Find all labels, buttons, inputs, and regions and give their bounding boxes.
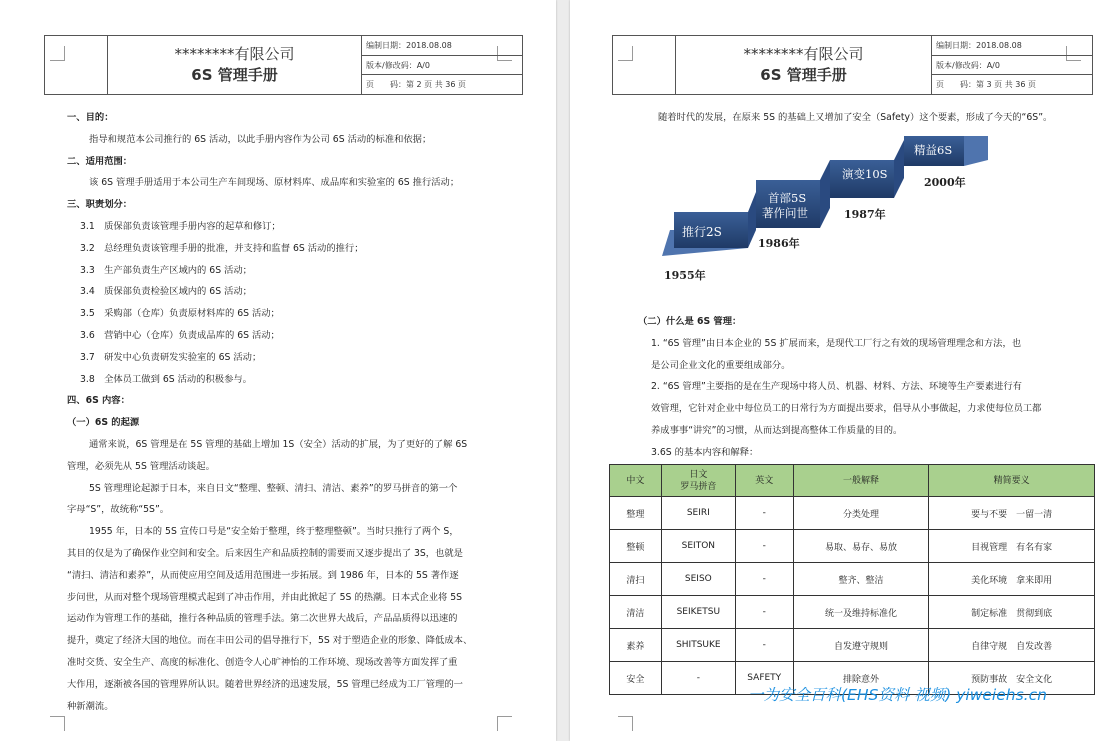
table-row bbox=[610, 629, 1095, 662]
company-name: ********有限公司 bbox=[743, 45, 864, 63]
manual-title: 6S 管理手册 bbox=[760, 66, 847, 84]
header-meta bbox=[932, 36, 1092, 94]
table-cell: SEISO bbox=[661, 563, 735, 596]
duty-item: 3.3 生产部负责生产区域内的 6S 活动； bbox=[80, 264, 252, 276]
crop-mark bbox=[497, 716, 512, 731]
duty-item: 3.6 营销中心（仓库）负责成品库的 6S 活动； bbox=[80, 329, 280, 341]
document-page-3 bbox=[570, 0, 1112, 741]
paragraph: 养成事事“讲究”的习惯，从而达到提高整体工作质量的目的。 bbox=[651, 424, 903, 436]
crop-mark bbox=[618, 716, 633, 731]
compile-date: 编制日期：2018.08.08 bbox=[362, 36, 522, 56]
table-cell: 目视管理 有名有家 bbox=[929, 530, 1095, 563]
table-cell: SEIKETSU bbox=[661, 596, 735, 629]
paragraph: 步问世，从而对整个现场管理模式起到了冲击作用，并由此掀起了 5S 的热潮。日本式企业将 5S bbox=[67, 591, 463, 603]
paragraph: 该 6S 管理手册适用于本公司生产车间现场、原材料库、成品库和实验室的 6S 推行活动； bbox=[89, 177, 460, 189]
step-label-2a: 首部5S bbox=[768, 191, 807, 205]
table-cell: 整顿 bbox=[610, 530, 662, 563]
table-cell: 清洁 bbox=[610, 596, 662, 629]
table-row bbox=[610, 596, 1095, 629]
crop-mark bbox=[50, 716, 65, 731]
paragraph: 大作用，逐渐被各国的管理界所认识。随着世界经济的迅速发展，5S 管理已经成为工厂管理的一 bbox=[67, 678, 463, 690]
page-header bbox=[612, 35, 1093, 95]
manual-title: 6S 管理手册 bbox=[191, 66, 278, 84]
page-body bbox=[67, 107, 507, 717]
paragraph: 效管理，它针对企业中每位员工的日常行为方面提出要求，倡导从小事做起，力求使每位员工都 bbox=[651, 403, 1042, 415]
header-titles bbox=[108, 36, 362, 94]
table-cell: 整齐、整洁 bbox=[793, 563, 929, 596]
year-1955: 1955年 bbox=[664, 269, 706, 282]
logo-cell bbox=[45, 36, 108, 94]
table-cell: 美化环境 拿来即用 bbox=[929, 563, 1095, 596]
table-cell: 易取、易存、易放 bbox=[793, 530, 929, 563]
paragraph: 其目的仅是为了确保作业空间和安全。后来因生产和品质控制的需要而又逐步提出了 3S，也就是 bbox=[67, 547, 463, 559]
intro-paragraph: 随着时代的发展，在原来 5S 的基础上又增加了安全（Safety）这个要素，形成了今天的“6S”。 bbox=[658, 112, 1053, 123]
section-title: 四、6S 内容： bbox=[67, 395, 130, 407]
header-meta bbox=[362, 36, 522, 94]
table-cell: 自发遵守规则 bbox=[793, 629, 929, 662]
table-cell: - bbox=[735, 530, 793, 563]
year-1986: 1986年 bbox=[758, 237, 800, 250]
step-4-top bbox=[964, 136, 988, 166]
paragraph: 1. “6S 管理”由日本企业的 5S 扩展而来，是现代工厂行之有效的现场管理理念和方法，也 bbox=[651, 337, 1022, 349]
table-cell: - bbox=[735, 629, 793, 662]
section-title: 三、职责划分： bbox=[67, 199, 133, 211]
table-cell: - bbox=[661, 662, 735, 695]
section-title: 二、适用范围： bbox=[67, 155, 133, 167]
paragraph: 准时交货、安全生产、高度的标准化、创造令人心旷神怡的工作环境、现场改善等方面发挥了重 bbox=[67, 656, 458, 668]
table-cell: 清扫 bbox=[610, 563, 662, 596]
year-1987: 1987年 bbox=[844, 208, 886, 221]
duty-item: 3.5 采购部（仓库）负责原材料库的 6S 活动； bbox=[80, 308, 280, 320]
six-s-table bbox=[609, 464, 1095, 695]
table-cell: 素养 bbox=[610, 629, 662, 662]
header-cell: 精简要义 bbox=[929, 465, 1095, 497]
table-cell: 排除意外 bbox=[793, 662, 929, 695]
section-title: 一、目的： bbox=[67, 112, 114, 123]
paragraph: 3.6S 的基本内容和解释： bbox=[651, 446, 759, 458]
paragraph: “清扫、清洁和素养”，从而使应用空间及适用范围进一步拓展。到 1986 年，日本的 5S 著作逐 bbox=[67, 569, 459, 581]
duty-item: 3.8 全体员工做到 6S 活动的积极参与。 bbox=[80, 373, 252, 385]
table-row bbox=[610, 497, 1095, 530]
table-cell: 预防事故 安全文化 bbox=[929, 662, 1095, 695]
table-cell: SEITON bbox=[661, 530, 735, 563]
page-header bbox=[44, 35, 523, 95]
header-cell: 英文 bbox=[735, 465, 793, 497]
paragraph: 管理，必须先从 5S 管理活动谈起。 bbox=[67, 460, 215, 472]
paragraph: 字母“S”，故统称“5S”。 bbox=[67, 504, 170, 516]
table-cell: - bbox=[735, 596, 793, 629]
table-cell: - bbox=[735, 563, 793, 596]
watermark: 一为安全百科(EHS资料 视频) yiweiehs.cn bbox=[748, 686, 1047, 704]
paragraph: 种新潮流。 bbox=[67, 700, 114, 712]
page-number: 页 码：第 2 页 共 36 页 bbox=[366, 80, 466, 90]
header-cell: 日文 罗马拼音 bbox=[661, 465, 735, 497]
header-titles bbox=[676, 36, 932, 94]
version-code: 版本/修改码：A/0 bbox=[932, 56, 1092, 76]
step-label-1: 推行2S bbox=[682, 225, 722, 239]
page-body bbox=[638, 311, 1088, 464]
paragraph: 运动作为管理工作的基础，推行各种品质的管理手法。第二次世界大战后，产品品质得以迅速的 bbox=[67, 613, 458, 625]
subsection-title: （一）6S 的起源 bbox=[67, 417, 140, 429]
paragraph: 2. “6S 管理”主要指的是在生产现场中将人员、机器、材料、方法、环境等生产要素进行有 bbox=[651, 381, 1022, 393]
duty-item: 3.4 质保部负责检验区域内的 6S 活动； bbox=[80, 286, 252, 298]
table-cell: SAFETY bbox=[735, 662, 793, 695]
company-name: ********有限公司 bbox=[174, 45, 295, 63]
paragraph: 1955 年，日本的 5S 宣传口号是“安全始于整理，终于整理整顿”。当时只推行了两个 S， bbox=[89, 526, 459, 538]
header-cell: 一般解释 bbox=[793, 465, 929, 497]
duty-item: 3.7 研发中心负责研发实验室的 6S 活动； bbox=[80, 351, 262, 363]
table-row bbox=[610, 563, 1095, 596]
table-cell: 统一及维持标准化 bbox=[793, 596, 929, 629]
paragraph: 指导和规范本公司推行的 6S 活动，以此手册内容作为公司 6S 活动的标准和依据； bbox=[89, 133, 432, 145]
table-cell: SHITSUKE bbox=[661, 629, 735, 662]
table-cell: 分类处理 bbox=[793, 497, 929, 530]
logo-cell bbox=[613, 36, 676, 94]
table-cell: 制定标准 贯彻到底 bbox=[929, 596, 1095, 629]
table-row bbox=[610, 530, 1095, 563]
header-cell: 中文 bbox=[610, 465, 662, 497]
paragraph: 5S 管理理论起源于日本，来自日文“整理、整顿、清扫、清洁、素养”的罗马拼音的第一个 bbox=[89, 482, 458, 494]
compile-date: 编制日期：2018.08.08 bbox=[932, 36, 1092, 56]
step-2-riser bbox=[820, 160, 830, 228]
subsection-title: （二）什么是 6S 管理： bbox=[638, 316, 742, 327]
table-cell: 安全 bbox=[610, 662, 662, 695]
paragraph: 提升，奠定了经济大国的地位。而在丰田公司的倡导推行下，5S 对于塑造企业的形象、降低成本、 bbox=[67, 635, 473, 647]
step-label-3: 演变10S bbox=[842, 167, 888, 181]
step-label-4: 精益6S bbox=[914, 143, 953, 157]
page-number: 页 码：第 3 页 共 36 页 bbox=[936, 80, 1036, 90]
step-1-riser bbox=[748, 192, 756, 248]
table-cell: 整理 bbox=[610, 497, 662, 530]
timeline-staircase bbox=[658, 130, 1008, 290]
step-label-2b: 著作问世 bbox=[762, 206, 808, 220]
table-header-row bbox=[610, 465, 1095, 497]
table-cell: SEIRI bbox=[661, 497, 735, 530]
duty-item: 3.2 总经理负责该管理手册的批准，并支持和监督 6S 活动的推行； bbox=[80, 242, 364, 254]
paragraph: 通常来说，6S 管理是在 5S 管理的基础上增加 1S（安全）活动的扩展，为了更好的了解 6S bbox=[89, 438, 468, 450]
paragraph: 是公司企业文化的重要组成部分。 bbox=[651, 359, 791, 371]
table-body bbox=[610, 497, 1095, 695]
table-cell: - bbox=[735, 497, 793, 530]
year-2000: 2000年 bbox=[924, 176, 966, 189]
duty-item: 3.1 质保部负责该管理手册内容的起草和修订； bbox=[80, 220, 281, 232]
version-code: 版本/修改码：A/0 bbox=[362, 56, 522, 76]
table-cell: 自律守规 自发改善 bbox=[929, 629, 1095, 662]
step-3-riser bbox=[894, 140, 904, 198]
table-cell: 要与不要 一留一清 bbox=[929, 497, 1095, 530]
